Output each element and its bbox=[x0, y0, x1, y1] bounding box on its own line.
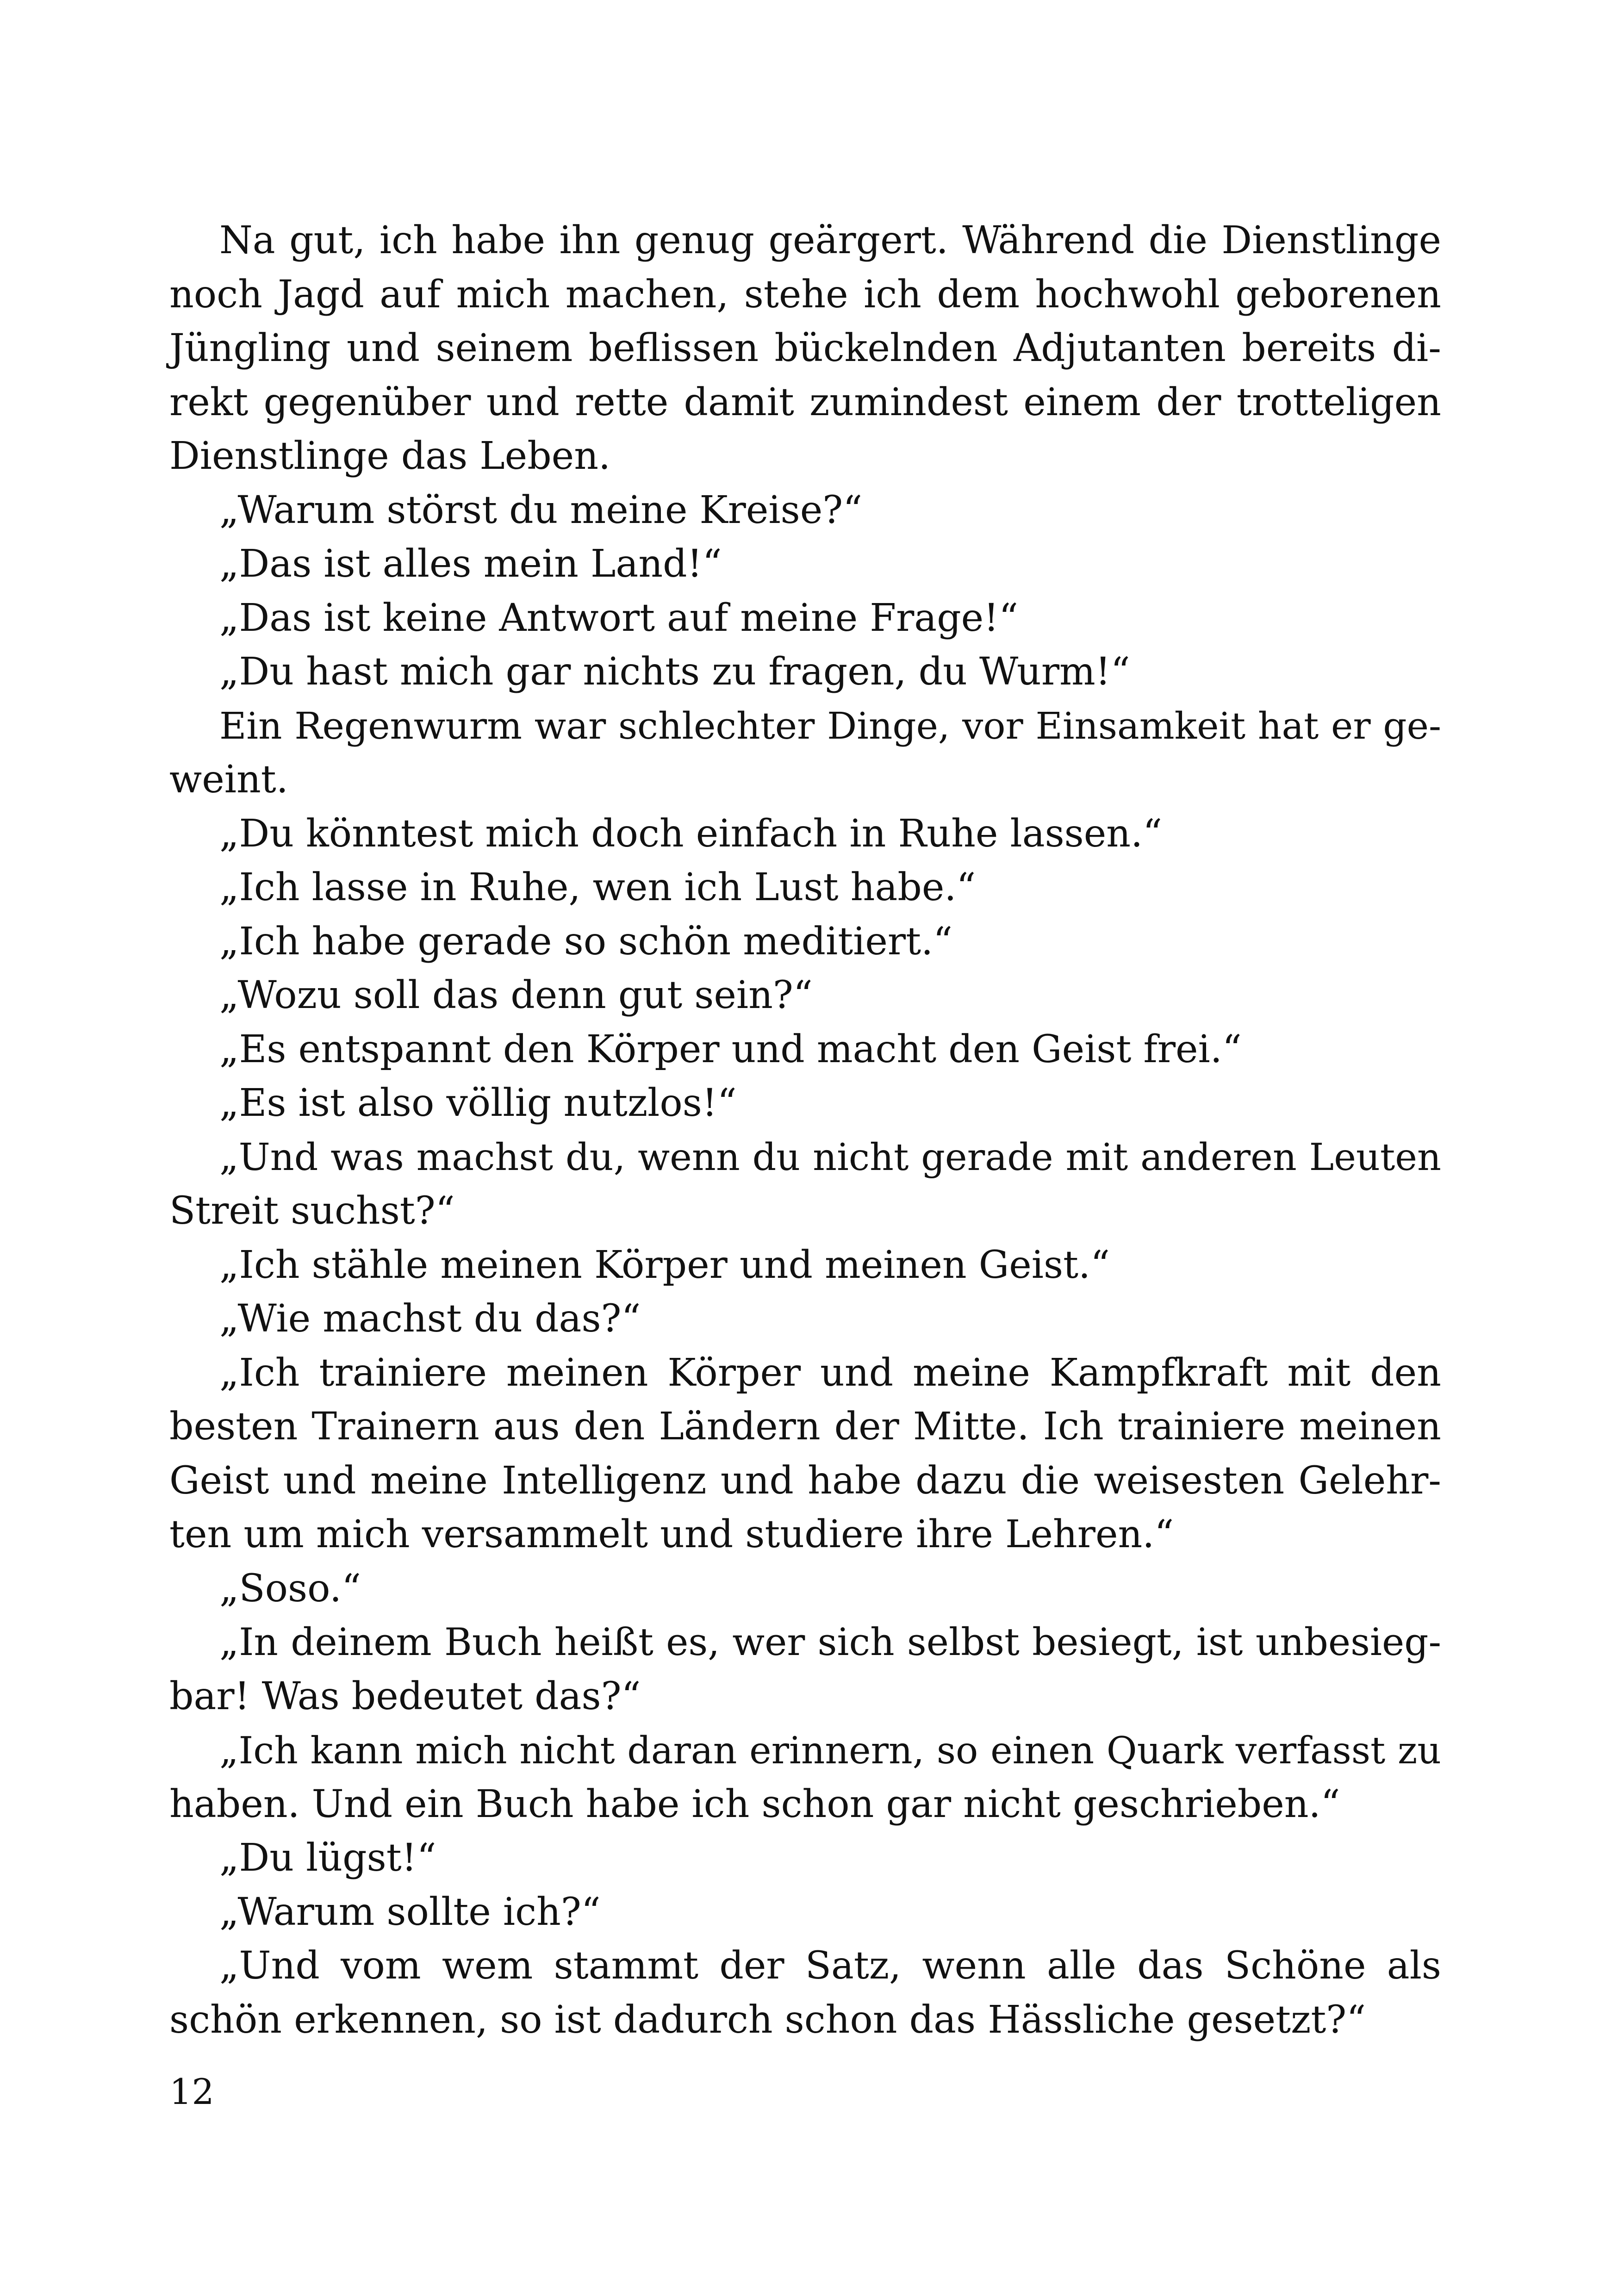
text-line: „Warum sollte ich?“ bbox=[219, 1890, 601, 1934]
text-line: „Es ist also völlig nutzlos!“ bbox=[219, 1081, 737, 1125]
text-line: „Du lügst!“ bbox=[219, 1836, 436, 1880]
text-line: Streit suchst?“ bbox=[169, 1189, 455, 1233]
text-line: Ein Regenwurm war schlechter Dinge, vor Einsamkeit hat er ge- bbox=[219, 704, 1441, 747]
text-line: haben. Und ein Buch habe ich schon gar nicht geschrieben.“ bbox=[169, 1782, 1340, 1826]
text-line: „Wie machst du das?“ bbox=[219, 1297, 641, 1341]
text-line: „Ich habe gerade so schön meditiert.“ bbox=[219, 919, 953, 964]
text-line: rekt gegenüber und rette damit zumindest einem der trotteligen bbox=[169, 380, 1441, 424]
text-line: „Und was machst du, wenn du nicht gerade mit anderen Leuten bbox=[219, 1135, 1441, 1179]
text-line: „Es entspannt den Körper und macht den Geist frei.“ bbox=[219, 1027, 1242, 1071]
text-line: Geist und meine Intelligenz und habe dazu die weisesten Gelehr- bbox=[169, 1458, 1441, 1503]
text-line: Na gut, ich habe ihn genug geärgert. Während die Dienstlinge bbox=[219, 218, 1441, 262]
text-line: „Ich lasse in Ruhe, wen ich Lust habe.“ bbox=[219, 865, 976, 909]
text-line: besten Trainern aus den Ländern der Mitte. Ich trainiere meinen bbox=[169, 1405, 1441, 1449]
text-line: „Soso.“ bbox=[219, 1566, 361, 1611]
page-number: 12 bbox=[169, 2071, 214, 2112]
text-line: Jüngling und seinem beflissen bückelnden Adjutanten bereits di- bbox=[169, 326, 1441, 370]
body-text bbox=[169, 214, 1441, 2047]
text-line: weint. bbox=[169, 758, 288, 802]
text-line: ten um mich versammelt und studiere ihre Lehren.“ bbox=[169, 1512, 1174, 1556]
text-line: „Das ist alles mein Land!“ bbox=[219, 542, 722, 586]
text-line: „Ich stähle meinen Körper und meinen Geist.“ bbox=[219, 1243, 1110, 1287]
text-line: Dienstlinge das Leben. bbox=[169, 434, 611, 478]
text-line: noch Jagd auf mich machen, stehe ich dem hochwohl geborenen bbox=[169, 272, 1441, 317]
text-line: „In deinem Buch heißt es, wer sich selbst besiegt, ist unbesieg- bbox=[219, 1620, 1441, 1664]
text-line: bar! Was bedeutet das?“ bbox=[169, 1674, 641, 1718]
text-line: „Das ist keine Antwort auf meine Frage!“ bbox=[219, 596, 1019, 640]
text-line: schön erkennen, so ist dadurch schon das Hässliche gesetzt?“ bbox=[169, 1997, 1366, 2042]
text-line: „Warum störst du meine Kreise?“ bbox=[219, 488, 863, 532]
text-line: „Ich kann mich nicht daran erinnern, so einen Quark verfasst zu bbox=[219, 1729, 1441, 1772]
text-line: „Du hast mich gar nichts zu fragen, du Wurm!“ bbox=[219, 650, 1130, 694]
text-line: „Du könntest mich doch einfach in Ruhe lassen.“ bbox=[219, 811, 1163, 856]
text-line: „Und vom wem stammt der Satz, wenn alle das Schöne als bbox=[219, 1944, 1441, 1988]
text-line: „Ich trainiere meinen Körper und meine Kampfkraft mit den bbox=[219, 1350, 1441, 1395]
text-line: „Wozu soll das denn gut sein?“ bbox=[219, 973, 813, 1017]
